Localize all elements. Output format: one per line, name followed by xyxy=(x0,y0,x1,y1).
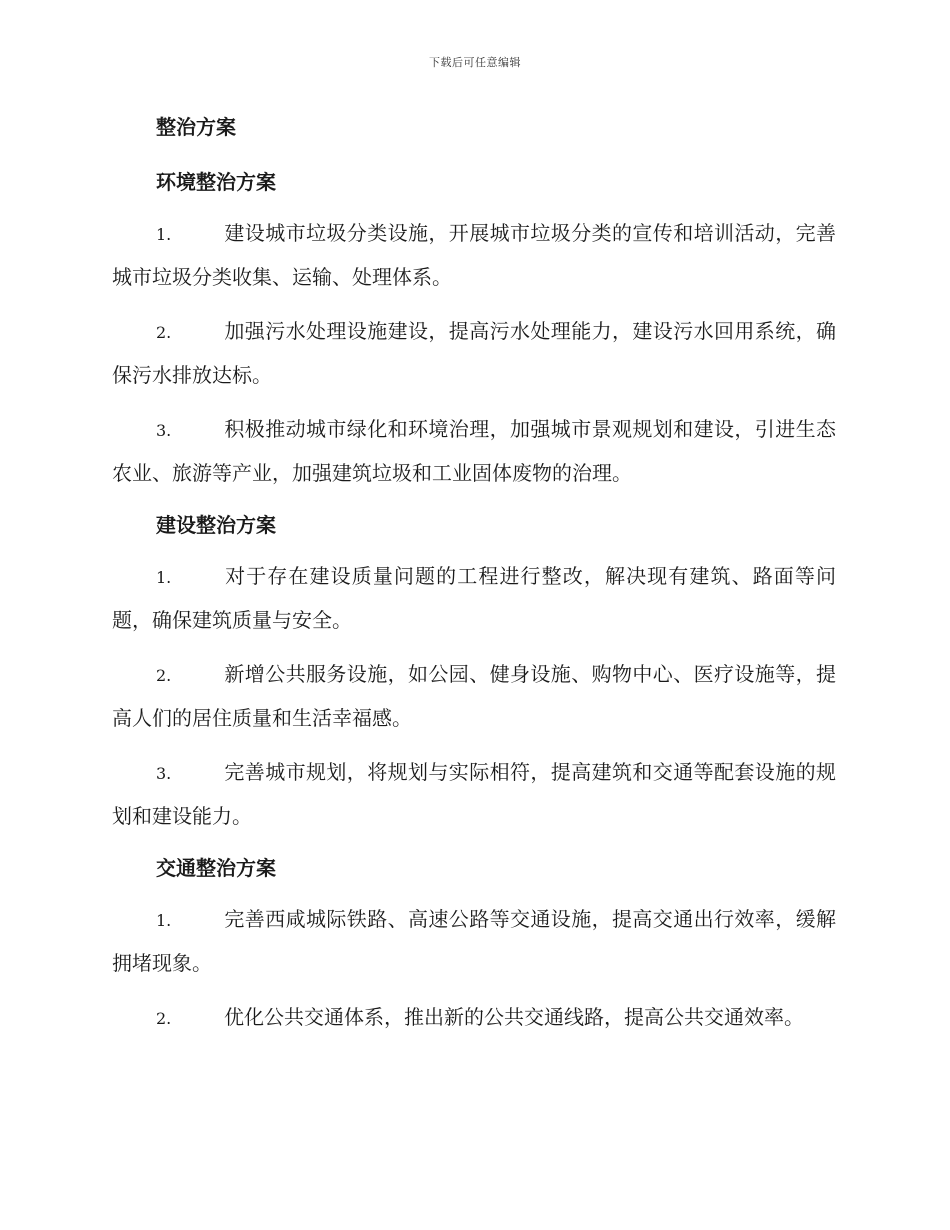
section-heading-traffic: 交通整治方案 xyxy=(156,856,276,880)
list-item xyxy=(112,212,836,299)
item-number: 3. xyxy=(156,421,172,440)
item-text: 加强污水处理设施建设，提高污水处理能力，建设污水回用系统，确保污水排放达标。 xyxy=(112,319,836,387)
item-text: 完善西咸城际铁路、高速公路等交通设施，提高交通出行效率，缓解拥堵现象。 xyxy=(112,907,836,975)
page-header: 下载后可任意编辑 xyxy=(429,56,521,69)
list-item xyxy=(112,408,836,495)
item-text: 对于存在建设质量问题的工程进行整改，解决现有建筑、路面等问题，确保建筑质量与安全。 xyxy=(112,564,836,632)
section-heading-environment: 环境整治方案 xyxy=(156,170,276,194)
list-item xyxy=(112,310,836,397)
document-title: 整治方案 xyxy=(156,115,236,139)
item-number: 2. xyxy=(156,323,172,342)
item-number: 1. xyxy=(156,225,172,244)
list-item xyxy=(112,898,836,985)
item-text: 优化公共交通体系，推出新的公共交通线路，提高公共交通效率。 xyxy=(224,1005,804,1029)
item-number: 3. xyxy=(156,764,172,783)
list-item xyxy=(112,555,836,642)
list-item xyxy=(112,653,836,740)
section-heading-construction: 建设整治方案 xyxy=(156,513,276,537)
item-number: 2. xyxy=(156,1009,172,1028)
item-number: 2. xyxy=(156,666,172,685)
item-number: 1. xyxy=(156,568,172,587)
item-text: 新增公共服务设施，如公园、健身设施、购物中心、医疗设施等，提高人们的居住质量和生活幸福感。 xyxy=(112,662,836,730)
item-text: 建设城市垃圾分类设施，开展城市垃圾分类的宣传和培训活动，完善城市垃圾分类收集、运输、处理体系。 xyxy=(112,221,836,289)
item-text: 积极推动城市绿化和环境治理，加强城市景观规划和建设，引进生态农业、旅游等产业，加强建筑垃圾和工业固体废物的治理。 xyxy=(112,417,836,485)
list-item xyxy=(112,751,836,838)
document-body xyxy=(112,108,836,1051)
item-number: 1. xyxy=(156,911,172,930)
list-item xyxy=(112,996,836,1040)
item-text: 完善城市规划，将规划与实际相符，提高建筑和交通等配套设施的规划和建设能力。 xyxy=(112,760,836,828)
